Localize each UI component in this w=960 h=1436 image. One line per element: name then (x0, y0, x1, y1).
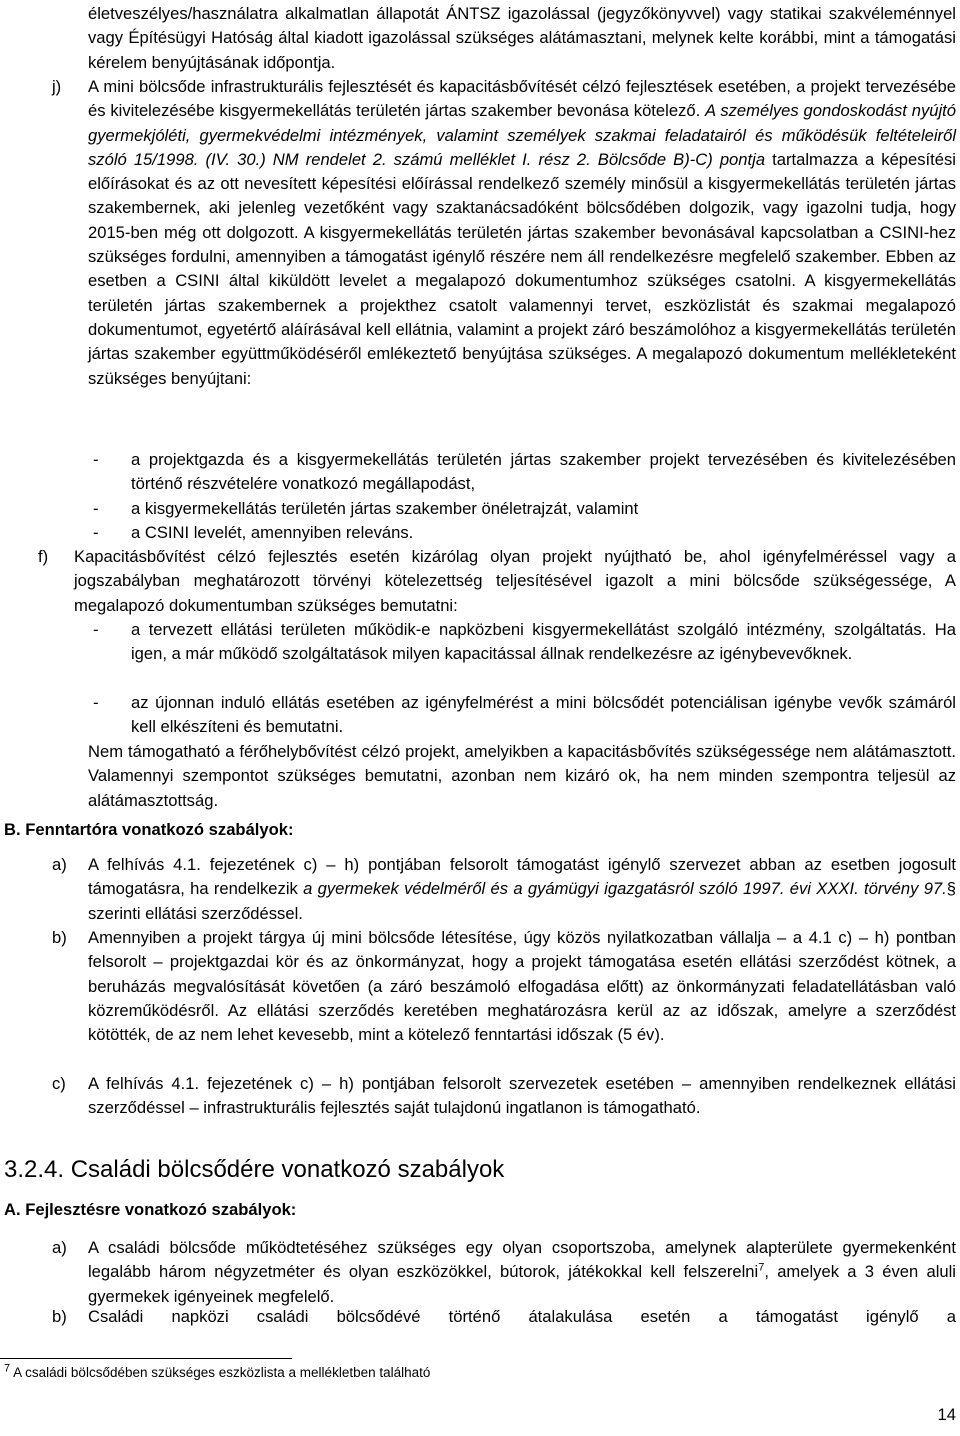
item-f-bullet-1: a tervezett ellátási területen működik-e napközbeni kisgyermekellátást szolgáló intézmény, szolgáltatás. Ha igen, a már működő szolgáltatások milyen kapacitással állnak rendelkezésre az igénybevevőknek. (131, 620, 956, 664)
section-b-heading: B. Fenntartóra vonatkozó szabályok: (4, 820, 294, 839)
section-b-c-text: A felhívás 4.1. fejezetének c) – h) pontjában felsorolt szervezetek esetében – amennyiben rendelkeznek ellátási szerződéssel – infrastrukturális fejlesztés saját tulajdonú ingatlanon is támogatható. (88, 1074, 956, 1118)
section-b-b-label: b) (52, 928, 67, 947)
item-j-legal-reference: A személyes gondoskodást nyújtó gyermekjóléti, gyermekvédelmi intézmények, valamint személyek szakmai feladatairól és működésük feltételeiről szóló 15/1998. (IV. 30.) NM rendelet 2. számú melléklet I. rész 2. Bölcsőde B)-C) pontja (88, 101, 956, 169)
section-3-2-4-b-text: Családi napközi családi bölcsődévé történő átalakulása esetén a támogatást igénylő a (88, 1307, 956, 1326)
continuation-paragraph: életveszélyes/használatra alkalmatlan állapotát ÁNTSZ igazolással (jegyzőkönyvvel) vagy statikai szakvéleménnyel vagy Építésügyi Hatóság által kiadott igazolással szükséges alátámasztani, melynek kelte korábbi, mint a támogatási kérelem benyújtásának időpontja. (88, 4, 956, 72)
bullet-dash: - (93, 693, 99, 712)
bullet-dash: - (93, 499, 99, 518)
item-j-bullet-3: a CSINI levelét, amennyiben releváns. (131, 523, 414, 542)
section-3-2-4-subheading: A. Fejlesztésre vonatkozó szabályok: (4, 1200, 297, 1219)
page-number: 14 (937, 1405, 956, 1424)
bullet-dash: - (93, 620, 99, 639)
item-j-label: j) (52, 77, 62, 96)
section-b-b-text: Amennyiben a projekt tárgya új mini bölcsőde létesítése, úgy közös nyilatkozatban vállalja – a 4.1 c) – h) pontban felsorolt – projektgazdai kör és az önkormányzat, hogy a projekt támogatása esetén ellátási szerződést kötnek, a beruházás megvalósítását követően (a záró beszámoló elfogadása előtt) az önkormányzati feladatellátásban való közreműködésről. Az ellátási szerződés keretében meghatározásra kerül az az időszak, amelyre a szerződést kötötték, de az nem lehet kevesebb, mint a kötelező fenntartási időszak (5 év). (88, 928, 956, 1045)
item-j-bullet-2: a kisgyermekellátás területén jártas szakember önéletrajzát, valamint (131, 499, 639, 518)
footnote (4, 1364, 430, 1382)
bullet-dash: - (93, 450, 99, 469)
section-b-a-label: a) (52, 855, 67, 874)
section-3-2-4-heading: 3.2.4. Családi bölcsődére vonatkozó szabályok (4, 1156, 505, 1183)
item-j-bullet-1: a projektgazda és a kisgyermekellátás területén jártas szakember projekt tervezésében és kivitelezésében történő részvételére vonatkozó megállapodást, (131, 450, 956, 494)
section-3-2-4-a-label: a) (52, 1238, 67, 1257)
footnote-divider (0, 1358, 292, 1359)
section-b-a-law-reference: a gyermekek védelméről és a gyámügyi igazgatásról szóló 1997. évi XXXI. törvény 97. (303, 879, 947, 899)
footnote-text: A családi bölcsődében szükséges eszközlista a mellékletben található (13, 1365, 431, 1380)
item-f-label: f) (38, 547, 49, 566)
footnote-number: 7 (4, 1362, 11, 1375)
section-3-2-4-b-label: b) (52, 1307, 67, 1326)
item-f-text: Kapacitásbővítést célzó fejlesztés esetén kizárólag olyan projekt nyújtható be, ahol igényfelméréssel vagy a jogszabályban meghatározott törvényi kötelezettség teljesítésével igazolt a mini bölcsőde szükségessége, A megalapozó dokumentumban szükséges bemutatni: (74, 547, 956, 615)
section-b-c-label: c) (52, 1074, 66, 1093)
section-b-a-text: A felhívás 4.1. fejezetének c) – h) pontjában felsorolt támogatást igénylő szervezet abban az esetben jogosult támogatásra, ha rendelkezik a gyermekek védelméről és a gyámügyi igazgatásról szóló 1997. évi XXXI. törvény 97.§ szerinti ellátási szerződéssel. (88, 855, 956, 923)
bullet-dash: - (93, 523, 99, 542)
item-f-bullet-2: az újonnan induló ellátás esetében az igényfelmérést a mini bölcsődét potenciálisan igénybe vevők számáról kell elkészíteni és bemutatni. (131, 693, 956, 737)
item-f-closing: Nem támogatható a férőhelybővítést célzó projekt, amelyikben a kapacitásbővítés szükségessége nem alátámasztott. Valamennyi szempontot szükséges bemutatni, azonban nem kizáró ok, ha nem minden szempontra teljesül az alátámasztottság. (88, 742, 956, 810)
item-j-text: A mini bölcsőde infrastrukturális fejlesztését és kapacitásbővítését célzó fejlesztések esetében, a projekt tervezésébe és kivitelezésébe kisgyermekellátás területén jártas szakember bevonása kötelező. A személyes gondoskodást nyújtó gyermekjóléti, gyermekvédelmi intézmények, valamint személyek szakmai feladatairól és működésük feltételeiről szóló 15/1998. (IV. 30.) NM rendelet 2. számú melléklet I. rész 2. Bölcsőde B)-C) pontja tartalmazza a képesítési előírásokat és az ott nevesített képesítési előírással rendelkező személy minősül a kisgyermekellátás területén jártas szakembernek, aki jelenleg vezetőként vagy szaktanácsadóként bölcsődében dolgozik, vagy igazolni tudja, hogy 2015-ben még ott dolgozott. A kisgyermekellátás területén jártas szakember bevonásával kapcsolatban a CSINI-hez szükséges fordulni, amennyiben a támogatást igénylő részére nem áll rendelkezésre megfelelő szakember. Ebben az esetben a CSINI által kiküldött levelet a megalapozó dokumentumhoz szükséges csatolni. A kisgyermekellátás területén jártas szakembernek a projekthez csatolt valamennyi tervet, eszközlistát és szakmai megalapozó dokumentumot, egyetértő aláírásával kell ellátnia, valamint a projekt záró beszámolóhoz a kisgyermekellátás területén jártas szakember együttműködéséről emlékeztető benyújtása szükséges. A megalapozó dokumentum mellékleteként szükséges benyújtani: (88, 77, 956, 388)
footnote-ref[interactable]: 7 (758, 1261, 765, 1274)
section-3-2-4-a-text: A családi bölcsőde működtetéséhez szükséges egy olyan csoportszoba, amelynek alapterülete gyermekenként legalább három négyzetméter és olyan eszközökkel, bútorok, játékokkal kell felszerelni$^7$, amelyek a 3 éven aluli gyermekek igényeinek megfelelő. (88, 1238, 956, 1306)
